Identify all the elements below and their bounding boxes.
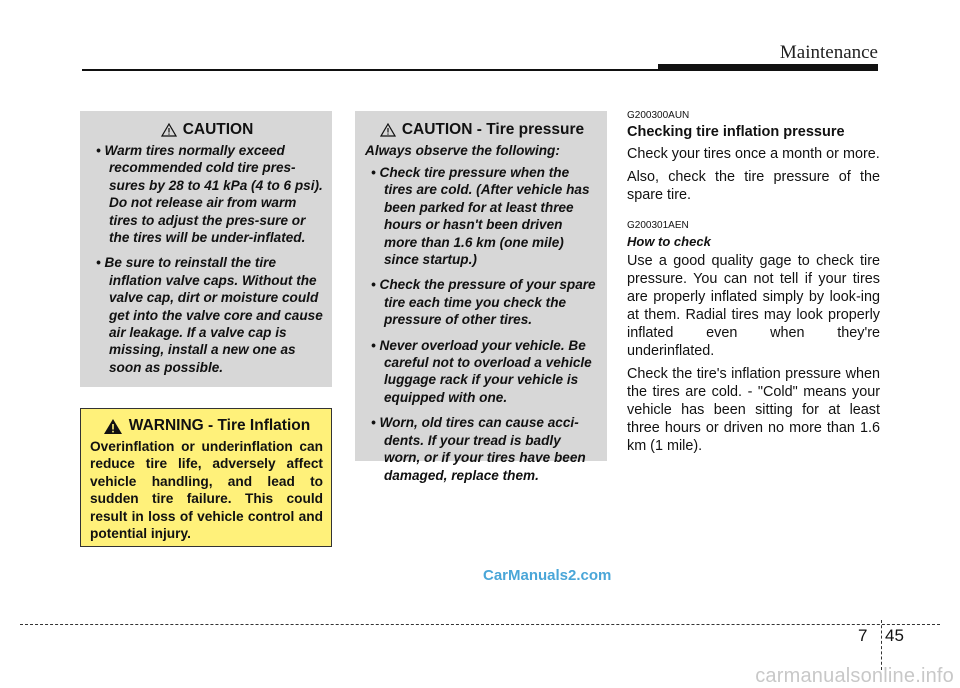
chapter-number: 7 [858,626,868,645]
caution-pressure-title [365,121,599,139]
subsection-title: How to check [627,234,711,249]
caution-pressure-item: • Worn, old tires can cause acci-dents. If your tread is badly worn, or if your tires have been damaged, replace them. [371,415,586,483]
section-title: Checking tire inflation pressure [627,124,845,140]
caution-pressure-title-text: CAUTION - Tire pressure [401,121,585,138]
caution-list [90,142,324,376]
warning-title [90,417,323,435]
page-number: 45 [885,626,904,645]
header-divider-thick [658,64,878,71]
warning-triangle-filled-icon [103,418,123,435]
caution-tire-pressure-box [355,111,607,483]
paragraph: Check your tires once a month or more. [627,146,880,162]
caution-box [80,111,332,387]
warning-box [80,408,332,547]
caution-item: • Be sure to reinstall the tire inflation valve caps. Without the valve cap, dirt or moisture could get into the valve core and cause air leakage. If a valve cap is missing, install a new one as soon as possible. [96,255,323,375]
watermark-link[interactable]: CarManuals2.com [483,567,612,584]
paragraph: Check the tire's inflation pressure when the tires are cold. - "Cold" means your vehicle has been sitting for at least three hours or driven no more than 1.6 km (1 mile). [627,366,880,454]
caution-title [90,121,324,139]
page-header-title: Maintenance [779,42,878,63]
subsection-code: G200301AEN [627,220,689,231]
caution-pressure-item: • Check the pressure of your spare tire each time you check the pressure of other tires. [371,277,596,328]
warning-triangle-outline-icon [380,123,396,137]
footer-divider [20,624,940,625]
warning-text: Overinflation or underinflation can reduce tire life, adversely affect vehicle handling, and lead to sudden tire failure. This could result in loss of vehicle control and potential injury. [90,439,323,542]
section-code: G200300AUN [627,110,690,121]
warning-triangle-outline-icon [161,123,177,137]
paragraph: Use a good quality gage to check tire pressure. You can not tell if your tires are properly inflated simply by look-ing at them. Radial tires may look properly inflated even when they're underinflated. [627,253,880,359]
warning-title-text: WARNING - Tire Inflation [128,417,311,434]
caution-pressure-item: • Check tire pressure when the tires are cold. (After vehicle has been parked for at least three hours or hasn't been driven more than 1.6 km (one mile) since startup.) [371,165,590,268]
caution-title-text: CAUTION [182,121,254,138]
caution-pressure-list [365,164,599,484]
caution-pressure-intro: Always observe the following: [365,143,560,158]
bottom-watermark: carmanualsonline.info [755,665,954,687]
paragraph: Also, check the tire pressure of the spare tire. [627,169,880,203]
right-column [627,110,880,460]
footer-separator [881,620,882,670]
caution-item: • Warm tires normally exceed recommended cold tire pres-sures by 28 to 41 kPa (4 to 6 psi). Do not release air from warm tires to adjust the pres-sure or the tires will be under-inflated. [96,143,323,246]
caution-pressure-item: • Never overload your vehicle. Be careful not to overload a vehicle luggage rack if your vehicle is equipped with one. [371,337,592,405]
